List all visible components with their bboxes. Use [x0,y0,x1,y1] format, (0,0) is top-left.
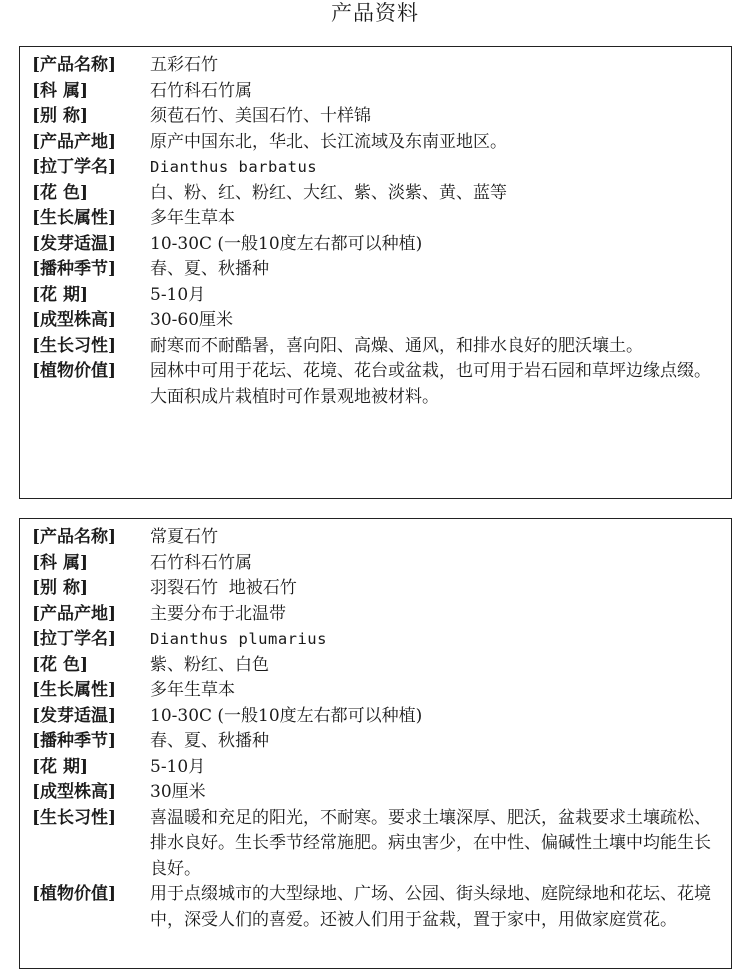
row-flower-color [32,653,723,679]
field-value: 石竹科石竹属 [150,80,252,101]
row-plant-value [32,359,723,410]
row-alias [32,104,723,130]
row-origin [32,130,723,156]
field-label: [成型株高] [32,782,117,802]
field-value: Dianthus plumarius [150,630,327,648]
field-value: Dianthus barbatus [150,158,318,176]
field-value: 须苞石竹、美国石竹、十样锦 [150,106,371,126]
row-latin-name [32,155,723,181]
field-label: [花 色] [32,654,89,675]
field-label: [生长属性] [32,208,117,228]
field-label: [播种季节] [32,731,117,751]
row-germination-temp [32,232,723,258]
row-sowing-season [32,257,723,283]
field-value: 多年生草本 [150,208,235,228]
field-value: 春、夏、秋播种 [150,731,269,751]
page-title: 产品资料 [331,1,419,25]
field-label: [生长属性] [32,680,117,700]
field-label: [生长习性] [32,807,117,828]
row-family [32,551,723,577]
field-value: 30厘米 [150,782,206,802]
field-label: [拉丁学名] [32,629,117,649]
row-flowering-period [32,755,723,781]
field-label: [科 属] [32,552,89,573]
field-value: 五彩石竹 [150,55,218,75]
field-label: [拉丁学名] [32,157,117,177]
field-value: 园林中可用于花坛、花境、花台或盆栽，也可用于岩石园和草坪边缘点缀。大面积成片栽植时可作景观地被材料。 [150,361,711,407]
field-value: 石竹科石竹属 [150,552,252,573]
row-growth-type [32,206,723,232]
row-product-name [32,525,723,551]
field-label: [产品名称] [32,527,117,547]
row-alias [32,576,723,602]
field-value: 多年生草本 [150,680,235,700]
field-label: [科 属] [32,80,89,101]
field-label: [花 色] [32,182,89,203]
field-label: [发芽适温] [32,233,117,254]
row-family [32,79,723,105]
row-plant-height [32,780,723,806]
row-sowing-season [32,729,723,755]
field-label: [产品产地] [32,131,117,152]
row-flowering-period [32,283,723,309]
field-value: 喜温暖和充足的阳光，不耐寒。要求土壤深厚、肥沃，盆栽要求土壤疏松、排水良好。生长季节经常施肥。病虫害少，在中性、偏碱性土壤中均能生长良好。 [150,807,711,879]
row-flower-color [32,181,723,207]
field-value: 5-10月 [150,756,206,777]
row-latin-name [32,627,723,653]
product-card-2 [19,518,732,969]
field-value: 用于点缀城市的大型绿地、广场、公园、街头绿地、庭院绿地和花坛、花境中，深受人们的喜爱。还被人们用于盆栽，置于家中，用做家庭赏花。 [150,884,711,930]
field-label: [植物价值] [32,884,117,904]
row-growth-habit [32,806,723,883]
field-value: 5-10月 [150,284,206,305]
field-value: 耐寒而不耐酷暑，喜向阳、高燥、通风，和排水良好的肥沃壤土。 [150,335,643,356]
field-label: [植物价值] [32,361,117,381]
field-label: [别 称] [32,578,89,598]
field-value: 原产中国东北，华北、长江流域及东南亚地区。 [150,131,507,152]
field-value: 常夏石竹 [150,527,218,547]
field-label: [产品产地] [32,603,117,624]
field-value: 10-30C (一般10度左右都可以种植) [150,233,423,254]
row-germination-temp [32,704,723,730]
field-value: 30-60厘米 [150,310,234,330]
row-origin [32,602,723,628]
row-product-name [32,53,723,79]
row-plant-value [32,882,723,933]
row-growth-type [32,678,723,704]
field-label: [别 称] [32,106,89,126]
field-value: 春、夏、秋播种 [150,259,269,279]
field-value: 羽裂石竹 地被石竹 [150,578,297,598]
field-label: [播种季节] [32,259,117,279]
product-card-1 [19,46,732,499]
field-value: 白、粉、红、粉红、大红、紫、淡紫、黄、蓝等 [150,182,507,203]
field-label: [产品名称] [32,55,117,75]
field-label: [花 期] [32,284,89,305]
field-label: [成型株高] [32,310,117,330]
field-label: [花 期] [32,756,89,777]
row-plant-height [32,308,723,334]
field-label: [发芽适温] [32,705,117,726]
field-value: 紫、粉红、白色 [150,654,269,675]
field-value: 10-30C (一般10度左右都可以种植) [150,705,423,726]
field-label: [生长习性] [32,335,117,356]
row-growth-habit [32,334,723,360]
field-value: 主要分布于北温带 [150,603,286,624]
